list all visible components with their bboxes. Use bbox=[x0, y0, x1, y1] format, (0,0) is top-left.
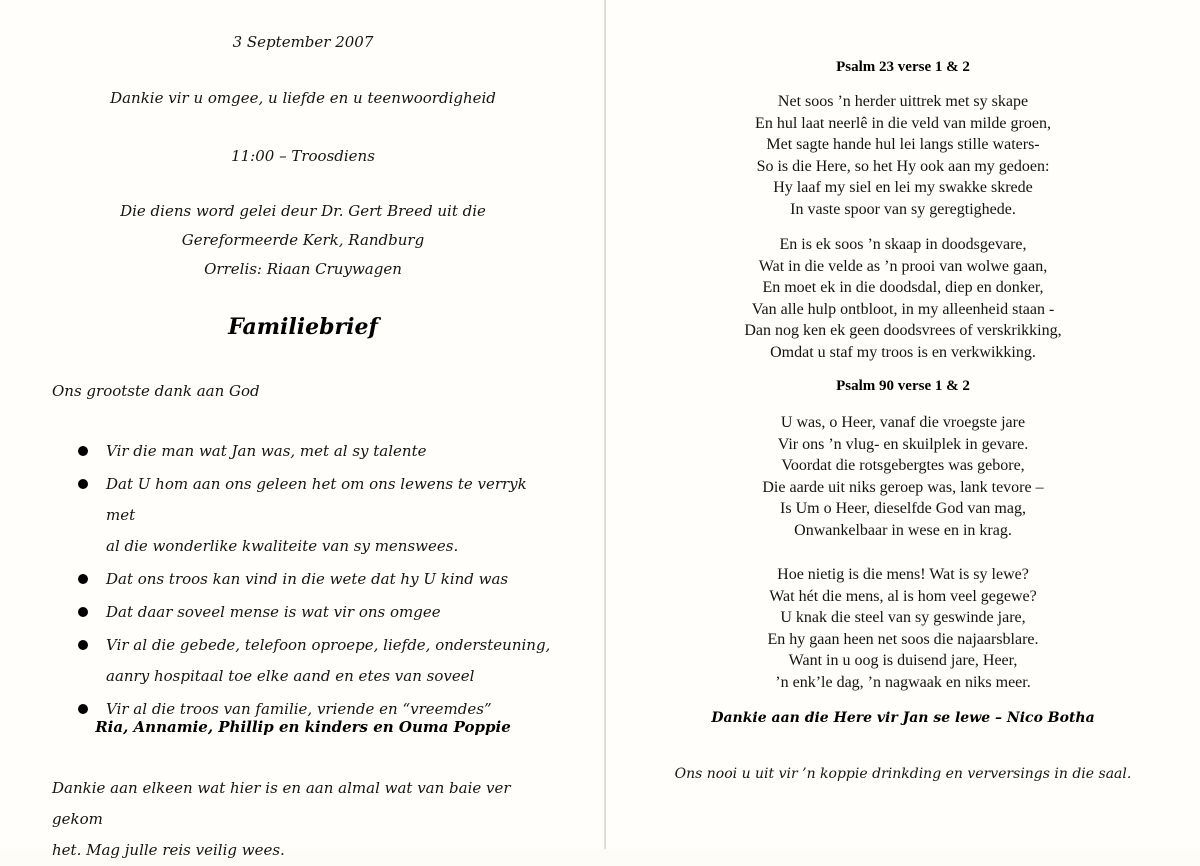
officiant-line: Die diens word gelei deur Dr. Gert Breed uit die bbox=[120, 202, 486, 220]
list-item bbox=[78, 436, 558, 467]
verse-line: Hoe nietig is die mens! Wat is sy lewe? bbox=[777, 566, 1029, 583]
verse-line: Voordat die rotsgebergtes was gebore, bbox=[781, 457, 1025, 474]
list-item-line: Dat U hom aan ons geleen het om ons lewens te verryk met bbox=[106, 475, 527, 524]
list-item-line: Vir al die gebede, telefoon oproepe, liefde, ondersteuning, bbox=[106, 636, 551, 654]
verse-line: Want in u oog is duisend jare, Heer, bbox=[788, 652, 1018, 669]
verse-line: ’n enk’le dag, ’n nagwaak en niks meer. bbox=[775, 673, 1031, 691]
psalm-90-verse-1 bbox=[606, 412, 1200, 541]
family-letter-title: Familiebrief bbox=[228, 314, 378, 340]
service-time: 11:00 – Troosdiens bbox=[231, 147, 375, 165]
bullet-icon bbox=[78, 446, 88, 456]
list-item bbox=[78, 597, 558, 628]
bullet-icon bbox=[78, 574, 88, 584]
psalm-23-heading: Psalm 23 verse 1 & 2 bbox=[836, 59, 970, 75]
list-item-line: Vir al die troos van familie, vriende en “vreemdes” bbox=[106, 700, 492, 718]
bullet-icon bbox=[78, 704, 88, 714]
verse-line: Net soos ’n herder uittrek met sy skape bbox=[777, 93, 1029, 110]
list-item bbox=[78, 630, 558, 692]
verse-line: Hy laaf my siel en lei my swakke skrede bbox=[773, 179, 1033, 196]
list-item-line: Vir die man wat Jan was, met al sy talente bbox=[106, 442, 427, 460]
verse-line: En moet ek in die doodsdal, diep en donker, bbox=[762, 279, 1044, 296]
bullet-icon bbox=[78, 479, 88, 489]
list-item-line: Dat ons troos kan vind in die wete dat hy U kind was bbox=[106, 570, 509, 588]
list-item-line: aanry hospitaal toe elke aand en etes van soveel bbox=[106, 667, 475, 685]
thanks-signature: Dankie aan die Here vir Jan se lewe – Nico Botha bbox=[711, 710, 1095, 726]
bullet-icon bbox=[78, 640, 88, 650]
refreshments-invitation: Ons nooi u uit vir ’n koppie drinkding en verversings in die saal. bbox=[674, 766, 1132, 782]
family-signature: Ria, Annamie, Phillip en kinders en Ouma Poppie bbox=[95, 718, 511, 736]
thanks-presence-line: Dankie vir u omgee, u liefde en u teenwoordigheid bbox=[110, 89, 496, 107]
verse-line: In vaste spoor van sy geregtighede. bbox=[790, 200, 1016, 218]
verse-line: En hul laat neerlê in die veld van milde groen, bbox=[755, 114, 1051, 132]
verse-line: Wat in die velde as ’n prooi van wolwe gaan, bbox=[758, 257, 1048, 275]
bullet-icon bbox=[78, 607, 88, 617]
verse-line: U was, o Heer, vanaf die vroegste jare bbox=[780, 414, 1026, 431]
church-line: Gereformeerde Kerk, Randburg bbox=[181, 231, 425, 249]
list-item bbox=[78, 469, 558, 562]
verse-line: Wat hét die mens, al is hom veel gegewe? bbox=[769, 587, 1037, 605]
verse-line: Van alle hulp ontbloot, in my alleenheid staan - bbox=[751, 300, 1055, 318]
verse-line: Omdat u staf my troos is en verkwikking. bbox=[770, 343, 1036, 361]
verse-line: Met sagte hande hul lei langs stille waters- bbox=[766, 136, 1040, 153]
organist-line: Orrelis: Riaan Cruywagen bbox=[204, 260, 402, 278]
list-item-line: Dat daar soveel mense is wat vir ons omgee bbox=[106, 603, 441, 621]
verse-line: U knak die steel van sy geswinde jare, bbox=[780, 609, 1026, 626]
closing-line: Dankie aan elkeen wat hier is en aan almal wat van baie ver gekom bbox=[52, 779, 511, 828]
psalm-23-verse-1 bbox=[606, 91, 1200, 220]
list-item bbox=[78, 564, 558, 595]
psalm-90-verse-2 bbox=[606, 564, 1200, 693]
verse-line: Vir ons ’n vlug- en skuilplek in gevare. bbox=[777, 435, 1029, 453]
verse-line: En hy gaan heen net soos die najaarsblare. bbox=[767, 630, 1039, 648]
psalm-90-heading: Psalm 90 verse 1 & 2 bbox=[836, 378, 970, 394]
verse-line: Onwankelbaar in wese en in krag. bbox=[794, 521, 1012, 539]
thanks-list bbox=[78, 436, 558, 727]
closing-note bbox=[52, 773, 562, 866]
verse-line: En is ek soos ’n skaap in doodsgevare, bbox=[779, 236, 1027, 253]
list-item-line: al die wonderlike kwaliteite van sy menswees. bbox=[106, 537, 459, 555]
verse-line: Die aarde uit niks geroep was, lank tevore – bbox=[762, 478, 1044, 496]
greatest-thanks-heading: Ons grootste dank aan God bbox=[52, 382, 260, 400]
psalm-23-verse-2 bbox=[606, 234, 1200, 363]
service-date: 3 September 2007 bbox=[232, 33, 374, 51]
verse-line: Dan nog ken ek geen doodsvrees of verskrikking, bbox=[744, 322, 1062, 339]
right-page bbox=[606, 0, 1200, 849]
closing-line: het. Mag julle reis veilig wees. bbox=[52, 841, 285, 859]
verse-line: So is die Here, so het Hy ook aan my gedoen: bbox=[756, 157, 1050, 175]
verse-line: Is Um o Heer, dieselfde God van mag, bbox=[780, 500, 1026, 517]
